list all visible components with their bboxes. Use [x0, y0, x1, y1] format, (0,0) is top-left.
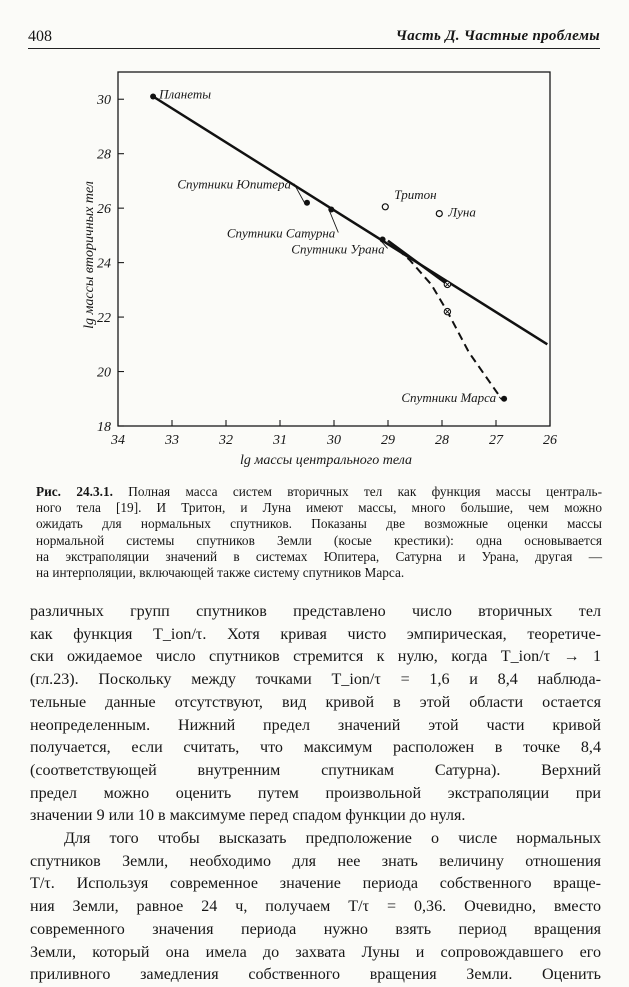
y-tick-label: 22: [97, 311, 111, 327]
caption-line: Полная масса систем вторичных тел как функция массы централь-: [128, 484, 603, 499]
point-label: Спутники Юпитера: [177, 176, 291, 192]
dashed-curve: [388, 241, 501, 399]
open-point-marker: [436, 211, 442, 217]
point-marker: [501, 396, 507, 402]
point-label: Планеты: [159, 86, 212, 102]
x-tick-label: 31: [273, 433, 287, 448]
open-point-marker: [382, 204, 388, 210]
y-tick-label: 28: [97, 147, 111, 163]
x-axis-label: lg массы центрального тела: [240, 453, 412, 468]
text-line: получается, если считать, что максимум расположен в точке 8,4: [30, 739, 601, 757]
caption-line: на экстраполяции значений в системах Юпитера, Сатурна и Урана, другая —: [36, 548, 602, 564]
caption-line: ожидать для нормальных спутников. Показаны две возможные оценки массы: [36, 516, 602, 532]
chart-labels: [158, 87, 502, 405]
paragraph-2: [30, 828, 601, 987]
text-line: T/τ. Используя современное значение периода собственного враще-: [30, 875, 601, 893]
point-marker: [150, 94, 156, 100]
chart: [0, 0, 629, 480]
text-line: различных групп спутников представлено число вторичных тел: [30, 603, 601, 620]
caption-line: на интерполяции, включающей также систему спутников Марса.: [36, 565, 405, 581]
text-line: значении 9 или 10 в максимуме перед спадом функции до нуля.: [30, 807, 466, 825]
y-tick-label: 18: [97, 420, 111, 435]
y-tick-label: 24: [97, 256, 111, 272]
label-leader: [294, 184, 305, 204]
text-line: (соответствующей внутренним спутникам Сатурна). Верхний: [30, 761, 601, 779]
y-tick-label: 26: [97, 202, 111, 218]
x-tick-label: 27: [489, 433, 503, 448]
y-axis-label: lg массы вторичных тел: [82, 181, 97, 329]
series-line: [388, 241, 447, 285]
text-line: современного значения периода нужно взять период вращения: [30, 920, 601, 938]
x-tick-label: 34: [111, 433, 125, 448]
point-label: Тритон: [394, 186, 437, 202]
text-line: приливного замедления собственного вращения Земли. Оценить: [30, 966, 601, 984]
text-line: ния Земли, равное 24 ч, получаем T/τ = 0,36. Очевидно, вместо: [30, 898, 601, 916]
series-line: [153, 97, 547, 345]
x-tick-label: 28: [435, 433, 449, 448]
page-number: 408: [28, 28, 52, 45]
x-tick-label: 30: [327, 433, 341, 448]
text-line: тельные данные отсутствуют, вид кривой в этой области остается: [30, 693, 601, 711]
text-line: Земли, который она имела до захвата Луны и сопровождавшего его: [30, 943, 601, 961]
running-title: Часть Д. Частные проблемы: [395, 28, 600, 44]
y-tick-label: 30: [97, 93, 111, 109]
text-line: предел можно оценить путем произвольной экстраполяции при: [30, 784, 601, 802]
text-line: спутников Земли, необходимо для нее знать величину отношения: [30, 852, 601, 870]
caption-line: нормальной системы спутников Земли (косые крестики): одна основывается: [36, 532, 602, 548]
point-label: Спутники Сатурна: [226, 225, 336, 241]
x-tick-label: 32: [219, 433, 233, 448]
paragraph-1: [30, 601, 601, 828]
x-tick-label: 33: [165, 433, 179, 448]
caption-label: Рис. 24.3.1.: [36, 484, 113, 499]
point-label: Спутники Марса: [401, 389, 497, 405]
x-tick-label: 29: [381, 433, 395, 448]
body-text: [30, 601, 601, 987]
point-label: Луна: [448, 204, 476, 220]
text-line: ски ожидаемое число спутников стремится к нулю, когда T_ion/τ → 1: [30, 648, 601, 666]
text-line: неопределенным. Нижний предел значений этой части кривой: [30, 716, 601, 734]
figure-caption: [36, 484, 602, 581]
text-line: как функция T_ion/τ. Хотя кривая чисто эмпирическая, теоретиче-: [30, 625, 601, 643]
caption-line: ного тела [19]. И Тритон, и Луна имеют массы, много большие, чем можно: [36, 500, 602, 516]
text-line: (гл.23). Поскольку между точками T_ion/τ = 1,6 и 8,4 наблюда-: [30, 671, 601, 689]
x-tick-label: 26: [543, 433, 557, 448]
y-tick-label: 20: [97, 365, 111, 381]
point-label: Спутники Урана: [291, 241, 385, 257]
text-line: Для того чтобы высказать предположение о числе нормальных: [64, 830, 601, 848]
point-marker: [328, 207, 334, 213]
